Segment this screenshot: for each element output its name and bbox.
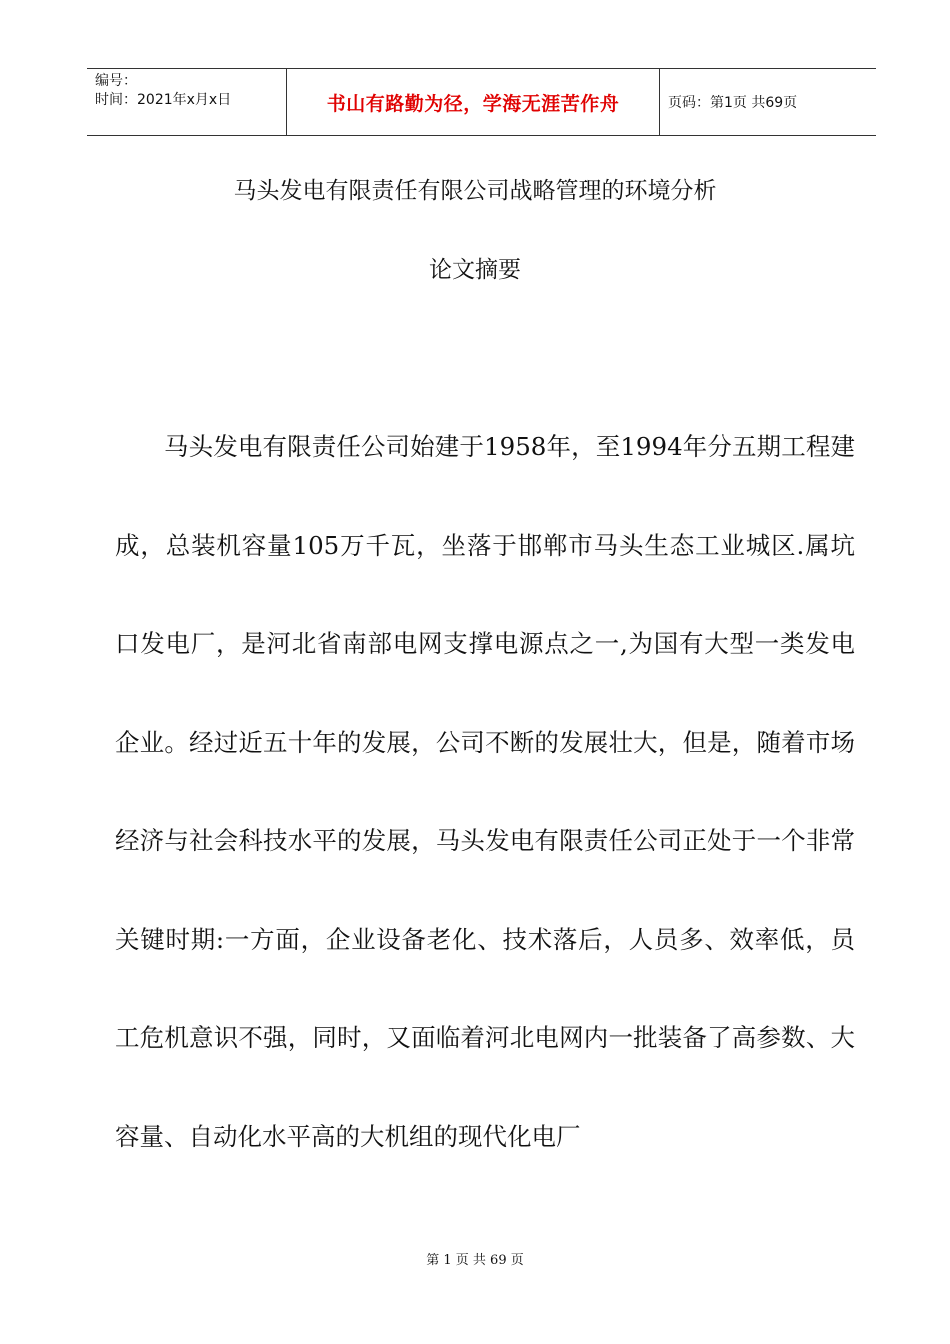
document-title: 马头发电有限责任有限公司战略管理的环境分析 (233, 178, 717, 204)
header-motto-cell (287, 69, 660, 135)
document-subtitle: 论文摘要 (429, 257, 521, 283)
header-table (87, 68, 876, 136)
document-number-label: 编号： (95, 73, 137, 89)
header-motto: 书山有路勤为径，学海无涯苦作舟 (326, 92, 620, 115)
page-footer: 第 1 页 共 69 页 (426, 1253, 524, 1268)
document-date-label: 时间：2021年x月x日 (95, 92, 232, 108)
header-page-label: 页码：第1页 共69页 (668, 95, 798, 111)
header-meta-cell (87, 69, 287, 135)
header-page-cell (660, 69, 876, 135)
abstract-paragraph: 马头发电有限责任公司始建于1958年，至1994年分五期工程建成，总装机容量105万千瓦，坐落于邯郸市马头生态工业城区.属坑口发电厂，是河北省南部电网支撑电源点之一,为国有大型一类发电企业。经过近五十年的发展，公司不断的发展壮大，但是，随着市场经济与社会科技水平的发展，马头发电有限责任公司正处于一个非常关键时期:一方面，企业设备老化、技术落后，人员多、效率低，员工危机意识不强，同时，又面临着河北电网内一批装备了高参数、大容量、自动化水平高的大机组的现代化电厂 (115, 432, 855, 1151)
